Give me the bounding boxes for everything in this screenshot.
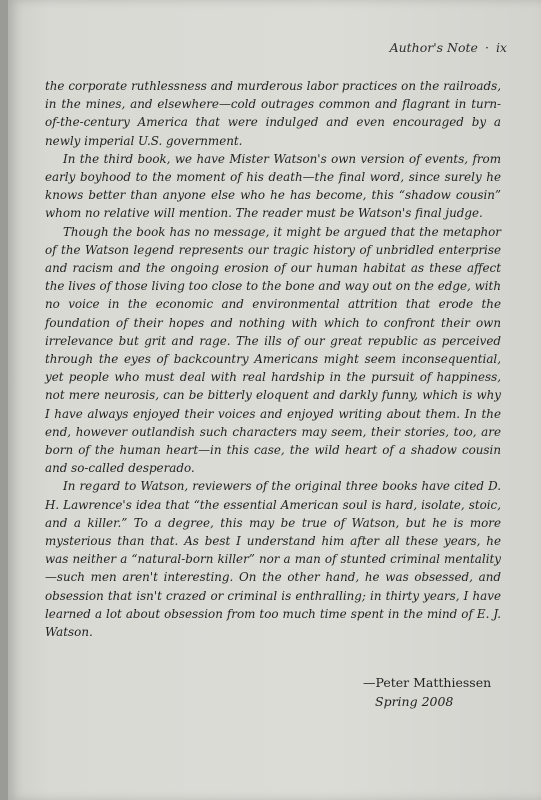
signature-block xyxy=(363,673,491,711)
paragraph-no-message: Though the book has no message, it might be argued that the metaphor of the Watson legend represents our tragic history of unbridled enterprise and racism and the ongoing erosion of our human habitat as these affect the lives of those living too close to the bone and way out on the edge, with no voice in the economic and environmental attrition that erode the foundation of their hopes and nothing with which to confront their own irrelevance but grit and rage. The ills of our great republic as perceived through the eyes of backcountry Americans might seem inconsequential, yet people who must deal with real hardship in the pursuit of happiness, not mere neurosis, can be bitterly eloquent and darkly funny, which is why I have always enjoyed their voices and enjoyed writing about them. In the end, however outlandish such characters may seem, their stories, too, are born of the human heart—in this case, the wild heart of a shadow cousin and so-called desperado. xyxy=(45,224,501,476)
running-head-separator: · xyxy=(484,40,489,55)
running-head xyxy=(390,40,507,55)
body-text xyxy=(45,77,501,641)
paragraph-continued: the corporate ruthlessness and murderous labor practices on the railroads, in the mines, and elsewhere—cold outrages common and flagrant in turn-of-the-century America that were indulged and even encouraged by a newly imperial U.S. government. xyxy=(45,79,501,148)
page-number: ix xyxy=(495,40,507,55)
signature-date: Spring 2008 xyxy=(375,694,454,709)
paragraph-regard-to-watson: In regard to Watson, reviewers of the original three books have cited D. H. Lawrence's idea that “the essential American soul is hard, isolate, stoic, and a killer.” To a degree, this may be true of Watson, but he is more mysterious than that. As best I understand him after all these years, he was neither a “natural-born killer” nor a man of stunted criminal mentality—such men aren't interesting. On the other hand, he was obsessed, and obsession that isn't crazed or criminal is enthralling; in thirty years, I have learned a lot about obsession from too much time spent in the mind of E. J. Watson. xyxy=(45,479,501,640)
paragraph-third-book: In the third book, we have Mister Watson's own version of events, from early boyhood to the moment of his death—the final word, since surely he knows better than anyone else who he has become, this “shadow cousin” whom no relative will mention. The reader must be Watson's final judge. xyxy=(45,151,501,221)
signature-name: —Peter Matthiessen xyxy=(363,675,492,690)
running-head-title: Author's Note xyxy=(389,40,478,55)
book-page xyxy=(8,0,541,800)
